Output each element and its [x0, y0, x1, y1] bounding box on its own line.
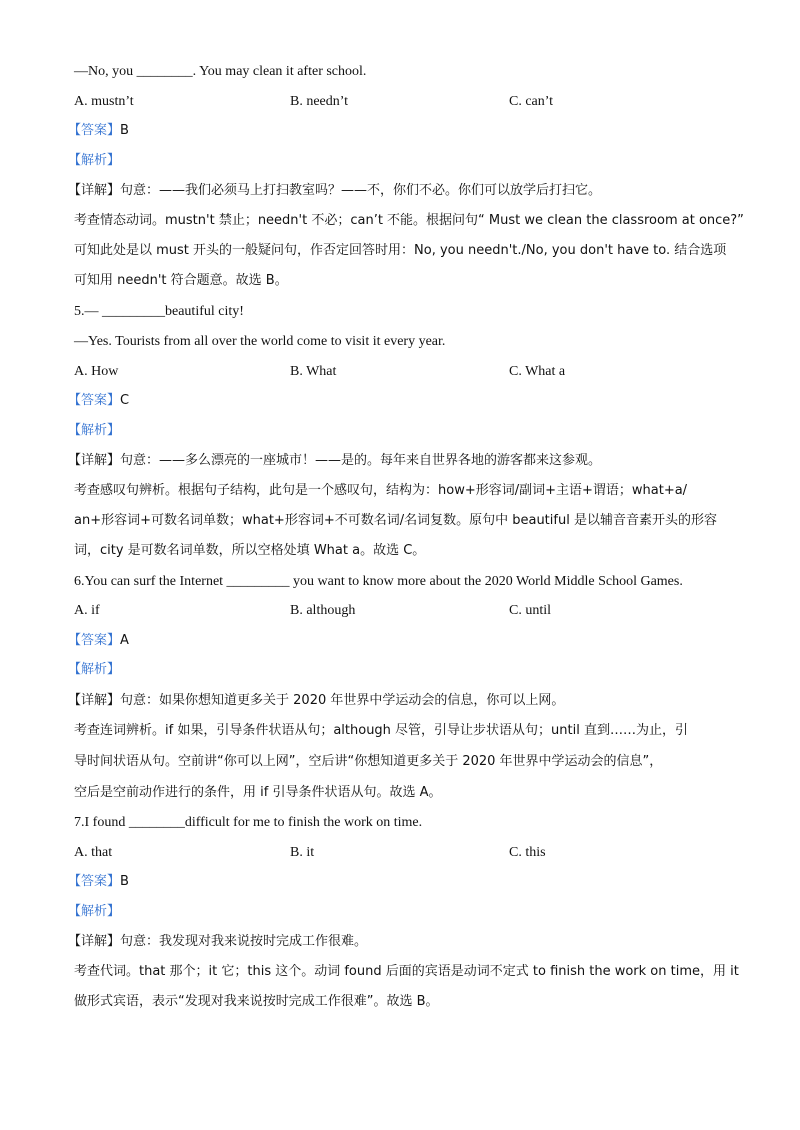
q5-option-c: C. What a: [509, 364, 566, 379]
q4-explain-line-2: 可知此处是以 must 开头的一般疑问句，作否定回答时用：No, you needn't./No, you don't have to. 结合选项: [74, 243, 727, 258]
q4-option-a: A. mustn’t: [74, 94, 134, 109]
q4-answer: [68, 121, 728, 141]
answer-tag: 【答案】: [68, 123, 121, 138]
detail-text: 句意：我发现对我来说按时完成工作很难。: [120, 934, 368, 949]
q4-analysis-tag: 【解析】: [68, 153, 121, 168]
q5-stem-response: —Yes. Tourists from all over the world come to visit it every year.: [74, 334, 446, 349]
q5-option-b: B. What: [290, 364, 337, 379]
q5-option-a: A. How: [74, 364, 119, 379]
q7-options: [74, 843, 734, 863]
q6-stem: 6.You can surf the Internet _________ you want to know more about the 2020 World Middle School Games.: [74, 574, 683, 589]
q4-explain-line-1: 考查情态动词。mustn't 禁止；needn't 不必；can’t 不能。根据问句“ Must we clean the classroom at once?”: [74, 213, 744, 228]
q4-option-b: B. needn’t: [290, 94, 349, 109]
detail-tag: 【详解】: [68, 693, 121, 708]
q4-stem: —No, you ________. You may clean it after school.: [74, 64, 367, 79]
detail-text: 句意：——我们必须马上打扫教室吗？——不，你们不必。你们可以放学后打扫它。: [120, 183, 602, 198]
q7-stem: 7.I found ________difficult for me to finish the work on time.: [74, 815, 423, 830]
q6-option-b: B. although: [290, 603, 356, 618]
q6-explain-line-3: 空后是空前动作进行的条件，用 if 引导条件状语从句。故选 A。: [74, 785, 442, 800]
q4-explain-line-3: 可知用 needn't 符合题意。故选 B。: [74, 273, 288, 288]
q5-detail: [68, 451, 728, 471]
detail-tag: 【详解】: [68, 453, 121, 468]
q5-explain-line-3: 词，city 是可数名词单数，所以空格处填 What a。故选 C。: [74, 543, 426, 558]
answer-value: C: [120, 393, 130, 408]
q5-explain-line-2: an+形容词+可数名词单数；what+形容词+不可数名词/名词复数。原句中 beautiful 是以辅音音素开头的形容: [74, 513, 717, 528]
detail-text: 句意：——多么漂亮的一座城市！——是的。每年来自世界各地的游客都来这参观。: [120, 453, 602, 468]
q7-option-c: C. this: [509, 845, 546, 860]
q4-detail: [68, 181, 728, 201]
q6-option-a: A. if: [74, 603, 100, 618]
q5-options: [74, 362, 734, 382]
q6-options: [74, 601, 734, 621]
q7-option-b: B. it: [290, 845, 315, 860]
detail-tag: 【详解】: [68, 934, 121, 949]
q7-option-a: A. that: [74, 845, 113, 860]
answer-tag: 【答案】: [68, 633, 121, 648]
q7-analysis-tag: 【解析】: [68, 904, 121, 919]
q7-explain-line-2: 做形式宾语，表示“发现对我来说按时完成工作很难”。故选 B。: [74, 994, 439, 1009]
q7-detail: [68, 932, 728, 952]
q6-option-c: C. until: [509, 603, 552, 618]
q4-options: [74, 92, 734, 112]
q6-detail: [68, 691, 728, 711]
q5-explain-line-1: 考查感叹句辨析。根据句子结构，此句是一个感叹句，结构为：how+形容词/副词+主语+谓语；what+a/: [74, 483, 688, 498]
q6-answer: [68, 631, 728, 651]
answer-tag: 【答案】: [68, 874, 121, 889]
q6-explain-line-2: 导时间状语从句。空前讲“你可以上网”，空后讲“你想知道更多关于 2020 年世界中学运动会的信息”，: [74, 754, 663, 769]
answer-value: A: [120, 633, 129, 648]
q5-stem: 5.— _________beautiful city!: [74, 304, 244, 319]
answer-value: B: [120, 123, 129, 138]
q4-option-c: C. can’t: [509, 94, 554, 109]
q7-explain-line-1: 考查代词。that 那个；it 它；this 这个。动词 found 后面的宾语是动词不定式 to finish the work on time，用 it: [74, 964, 739, 979]
q6-explain-line-1: 考查连词辨析。if 如果，引导条件状语从句；although 尽管，引导让步状语从句；until 直到……为止，引: [74, 723, 688, 738]
answer-tag: 【答案】: [68, 393, 121, 408]
q5-analysis-tag: 【解析】: [68, 423, 121, 438]
detail-tag: 【详解】: [68, 183, 121, 198]
answer-value: B: [120, 874, 129, 889]
q7-answer: [68, 872, 728, 892]
q5-answer: [68, 391, 728, 411]
q6-analysis-tag: 【解析】: [68, 662, 121, 677]
detail-text: 句意：如果你想知道更多关于 2020 年世界中学运动会的信息，你可以上网。: [120, 693, 565, 708]
